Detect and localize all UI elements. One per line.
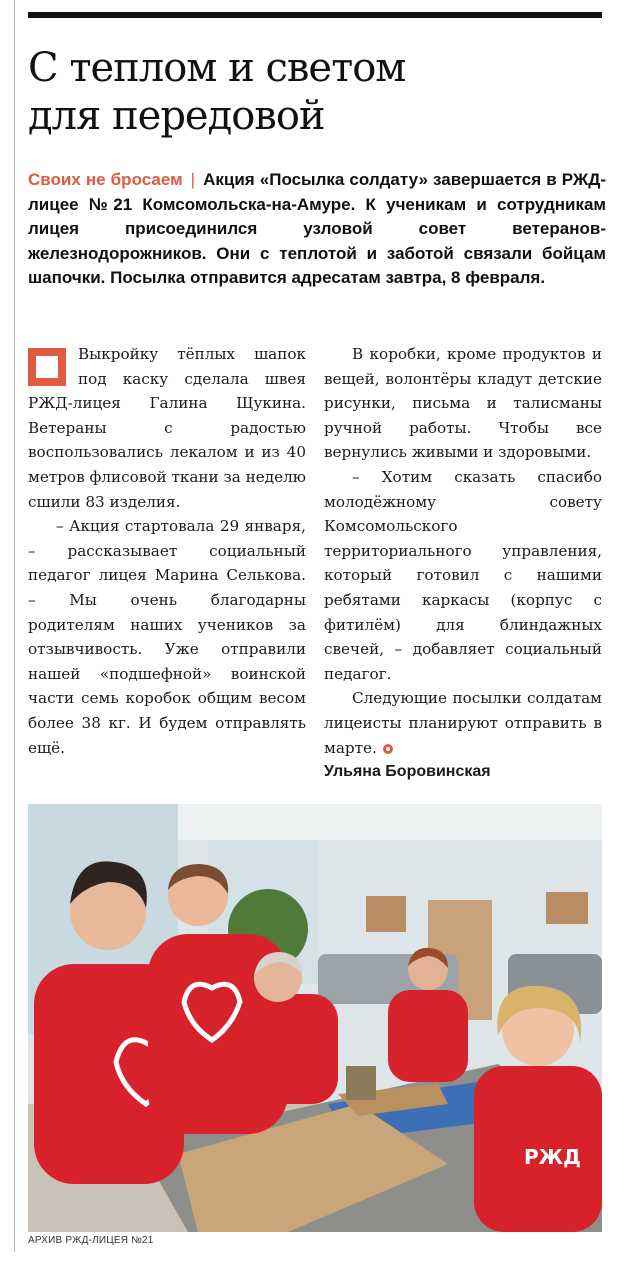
article-column-left (28, 342, 306, 760)
rubric-separator: | (190, 170, 196, 189)
body-paragraph-4: – Хотим сказать спасибо молодёжному совету Комсомольского территориального управления, который готовил с нашими ребятами каркасы (корпус с фитилём) для блиндажных свечей, – добавляет социальный педагог. (324, 467, 602, 683)
rubric-label: Своих не бросаем (28, 170, 183, 189)
headline-line-2: для передовой (28, 93, 325, 139)
closing-text: Следующие посылки солдатам лицеисты планируют отправить в марте. (324, 689, 602, 757)
lead-paragraph (28, 168, 606, 291)
body-paragraph-2: – Акция стартовала 29 января, – рассказывает социальный педагог лицея Марина Селькова. – Мы очень благодарны родителям наших учеников за отзывчивость. Уже отправили нашей «подшефной» воинской части семь коробок общим весом более 38 кг. И будем отправлять ещё. (28, 517, 306, 757)
body-paragraph-1: Выкройку тёплых шапок под каску сделала швея РЖД-лицея Галина Щукина. Ветераны с радостью воспользовались лекалом и из 40 метров флисовой ткани за неделю сшили 83 изделия. (28, 345, 306, 511)
photo-credit: АРХИВ РЖД-ЛИЦЕЯ №21 (28, 1235, 154, 1246)
lead-text: Акция «Посылка солдату» завершается в РЖД-лицее №21 Комсомольска-на-Амуре. К ученикам и сотрудникам лицея присоединился узловой совет ветеранов-железнодорожников. Они с теплотой и заботой связали бойцам шапочки. Посылка отправится адресатам завтра, 8 февраля. (28, 170, 606, 287)
article-end-circle-icon (383, 744, 393, 754)
top-rule (28, 12, 602, 18)
article-start-square-icon (28, 348, 66, 386)
photo-shirt-logo: РЖД (524, 1145, 581, 1169)
photo-ceiling (178, 804, 602, 840)
article-photo (28, 804, 602, 1232)
article-column-right (324, 342, 602, 785)
page-edge-rule (14, 0, 15, 1252)
body-paragraph-5 (324, 686, 602, 760)
photo-person-4-body (388, 990, 468, 1082)
author-byline: Ульяна Боровинская (324, 763, 491, 781)
photo-cans (346, 1066, 376, 1100)
photo-shelf-small-2 (546, 892, 588, 924)
headline (28, 44, 608, 140)
body-paragraph-3: В коробки, кроме продуктов и вещей, волонтёры кладут детские рисунки, письма и талисманы ручной работы. Чтобы все вернулись живыми и здоровыми. (324, 345, 602, 462)
headline-line-1: С теплом и светом (28, 45, 406, 91)
photo-person-3-body (248, 994, 338, 1104)
photo-shelf-small (366, 896, 406, 932)
